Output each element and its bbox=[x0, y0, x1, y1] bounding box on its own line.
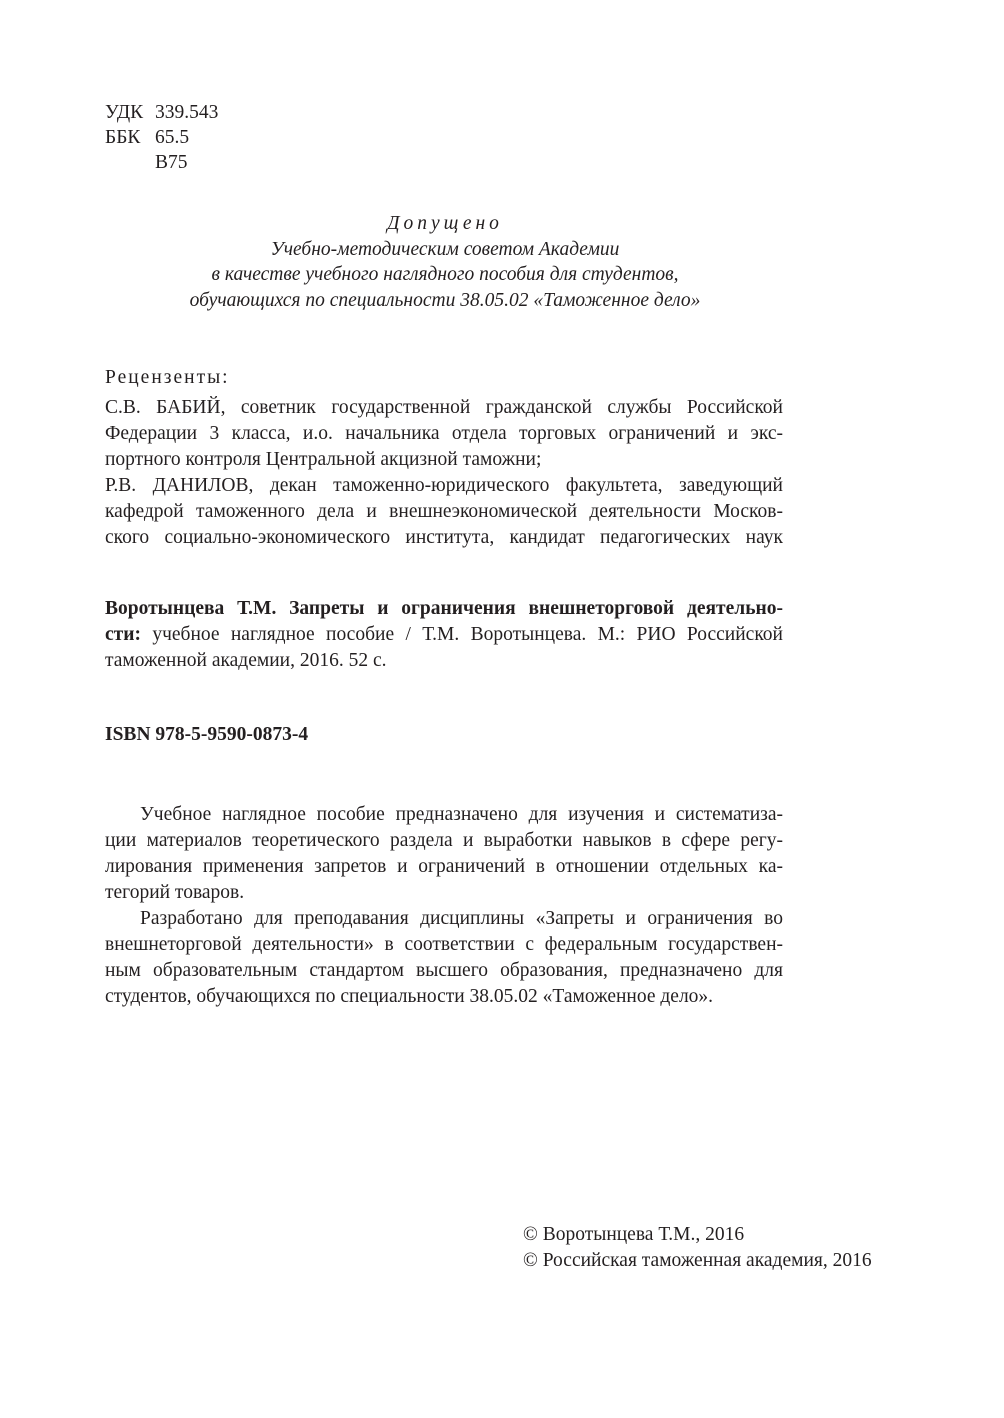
annotation-line: лирования применения запретов и ограничений в отношении отдельных ка- bbox=[105, 856, 783, 877]
udk-row bbox=[105, 100, 218, 125]
reviewer-line: Федерации 3 класса, и.о. начальника отдела торговых ограничений и экс- bbox=[105, 423, 783, 444]
annotation-block bbox=[105, 802, 783, 1010]
approval-line: в качестве учебного наглядного пособия для студентов, bbox=[211, 264, 679, 285]
reviewer-line: портного контроля Центральной акцизной таможни; bbox=[105, 449, 542, 470]
classification-block bbox=[105, 100, 218, 175]
author-mark-row bbox=[105, 150, 218, 175]
isbn: ISBN 978-5-9590-0873-4 bbox=[105, 724, 309, 745]
udk-value: 339.543 bbox=[155, 102, 219, 123]
annotation-line: внешнеторговой деятельности» в соответствии с федеральным государствен- bbox=[105, 934, 783, 955]
biblio-line bbox=[105, 622, 783, 648]
copyright-block bbox=[523, 1222, 872, 1274]
annotation-line: Разработано для преподавания дисциплины «Запреты и ограничения во bbox=[140, 908, 783, 929]
annotation-line: Учебное наглядное пособие предназначено для изучения и систематиза- bbox=[140, 804, 783, 825]
annotation-line: тегорий товаров. bbox=[105, 882, 245, 903]
bbk-value: 65.5 bbox=[155, 127, 190, 148]
author-mark: В75 bbox=[155, 152, 188, 173]
approval-line: обучающихся по специальности 38.05.02 «Таможенное дело» bbox=[189, 289, 701, 311]
biblio-line: таможенной академии, 2016. 52 с. bbox=[105, 650, 387, 671]
copyright-publisher: © Российская таможенная академия, 2016 bbox=[523, 1250, 872, 1271]
annotation-line: ции материалов теоретического раздела и выработки навыков в сфере регу- bbox=[105, 830, 783, 851]
annotation-line: студентов, обучающихся по специальности 38.05.02 «Таможенное дело». bbox=[105, 986, 714, 1007]
approval-block bbox=[105, 211, 785, 313]
biblio-title-end: сти: bbox=[105, 624, 141, 645]
approval-heading: Допущено bbox=[387, 213, 503, 234]
annotation-line: ным образовательным стандартом высшего образования, предназначено для bbox=[105, 960, 783, 981]
bibliographic-record bbox=[105, 596, 783, 674]
reviewers-block bbox=[105, 395, 783, 551]
biblio-title-line: Воротынцева Т.М. Запреты и ограничения внешнеторговой деятельно- bbox=[105, 598, 783, 619]
bbk-label: ББК bbox=[105, 127, 141, 148]
bbk-row bbox=[105, 125, 218, 150]
udk-label: УДК bbox=[105, 102, 144, 123]
reviewer-line: кафедрой таможенного дела и внешнеэкономической деятельности Москов- bbox=[105, 501, 783, 522]
approval-line: Учебно-методическим советом Академии bbox=[270, 238, 620, 260]
reviewer-line: Р.В. ДАНИЛОВ, декан таможенно-юридического факультета, заведующий bbox=[105, 475, 783, 496]
copyright-author: © Воротынцева Т.М., 2016 bbox=[523, 1224, 745, 1245]
biblio-description: учебное наглядное пособие / Т.М. Воротынцева. М.: РИО Российской bbox=[140, 624, 783, 645]
reviewer-line: ского социально-экономического института, кандидат педагогических наук bbox=[105, 527, 783, 548]
reviewer-line: С.В. БАБИЙ, советник государственной гражданской службы Российской bbox=[105, 397, 783, 418]
reviewers-heading: Рецензенты: bbox=[105, 367, 230, 388]
